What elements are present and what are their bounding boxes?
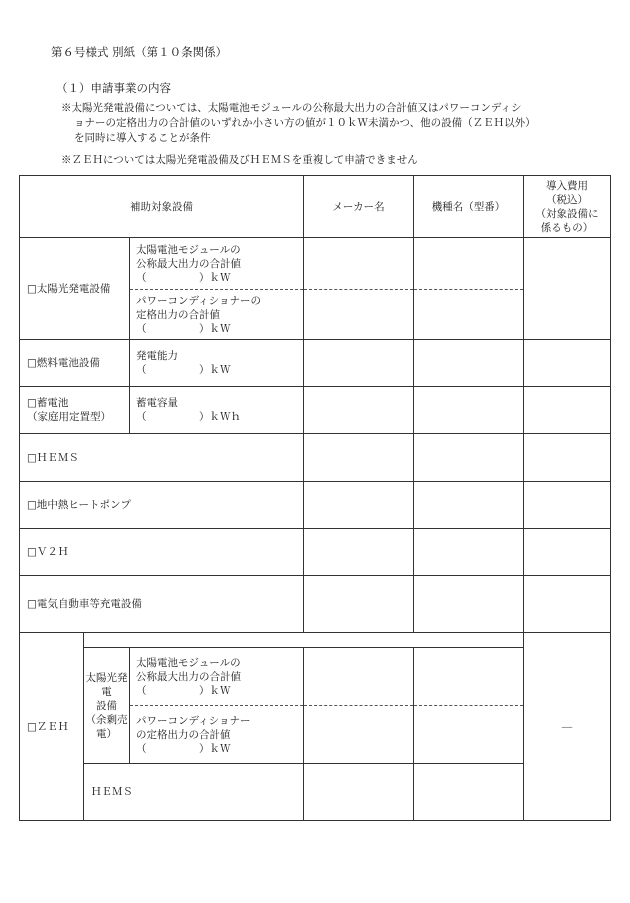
geothermal-label: □地中熱ヒートポンプ bbox=[20, 482, 304, 529]
solar-pcs-l2: 定格出力の合計値 bbox=[136, 308, 220, 321]
solar-pcs-output-cell bbox=[130, 290, 304, 340]
table-row-zeh-solar-module bbox=[20, 648, 611, 706]
battery-kwh-field[interactable]: （ ）ｋＷｈ bbox=[136, 411, 241, 423]
hems-model-input[interactable] bbox=[414, 434, 524, 482]
zeh-solar-l2: 設備 bbox=[96, 699, 117, 712]
table-row-ev-charger bbox=[20, 576, 611, 633]
zeh-pcs-l2: の定格出力の合計値 bbox=[136, 728, 231, 741]
zeh-pcs-kw-field[interactable]: （ ）ｋＷ bbox=[136, 742, 231, 755]
zeh-pcs-model-input[interactable] bbox=[414, 706, 524, 764]
ev-charger-cost-input[interactable] bbox=[524, 576, 611, 633]
zeh-pcs-l1: パワーコンディショナー bbox=[136, 714, 251, 727]
zeh-hems-label: ＨＥＭＳ bbox=[84, 764, 304, 821]
zeh-cost-cell bbox=[524, 633, 611, 821]
form-title: 第６号様式 別紙（第１０条関係） bbox=[51, 45, 228, 59]
table-row-geothermal bbox=[20, 482, 611, 529]
table-row-fuel-cell bbox=[20, 340, 611, 387]
zeh-solar-l3: （余剰売電） bbox=[85, 713, 128, 740]
battery-model-input[interactable] bbox=[414, 387, 524, 434]
ev-charger-label: □電気自動車等充電設備 bbox=[20, 576, 304, 633]
zeh-top-spacer bbox=[84, 633, 524, 648]
zeh-label: □ＺＥＨ bbox=[20, 633, 84, 821]
ev-charger-model-input[interactable] bbox=[414, 576, 524, 633]
ev-charger-maker-input[interactable] bbox=[304, 576, 414, 633]
battery-label bbox=[20, 387, 130, 434]
table-row-battery bbox=[20, 387, 611, 434]
table-row-hems bbox=[20, 434, 611, 482]
solar-condition-note bbox=[61, 101, 601, 146]
zeh-module-maker-input[interactable] bbox=[304, 648, 414, 706]
zeh-solar-label bbox=[84, 648, 130, 764]
geothermal-cost-input[interactable] bbox=[524, 482, 611, 529]
battery-label-l2: （家庭用定置型） bbox=[27, 411, 111, 423]
zeh-module-output-cell bbox=[130, 648, 304, 706]
header-maker: メーカー名 bbox=[304, 176, 414, 238]
zeh-module-model-input[interactable] bbox=[414, 648, 524, 706]
zeh-cost-dash: ― bbox=[561, 720, 573, 733]
header-cost-l2: （税込） bbox=[546, 193, 589, 206]
battery-maker-input[interactable] bbox=[304, 387, 414, 434]
header-model: 機種名（型番） bbox=[414, 176, 524, 238]
v2h-label: □Ｖ２Ｈ bbox=[20, 529, 304, 576]
v2h-maker-input[interactable] bbox=[304, 529, 414, 576]
solar-cost-input[interactable] bbox=[524, 238, 611, 340]
solar-pcs-kw-field[interactable]: （ ）ｋＷ bbox=[136, 322, 231, 335]
zeh-module-kw-field[interactable]: （ ）ｋＷ bbox=[136, 684, 231, 697]
zeh-note: ※ＺＥＨについては太陽光発電設備及びＨＥＭＳを重複して申請できません bbox=[61, 154, 418, 166]
hems-maker-input[interactable] bbox=[304, 434, 414, 482]
hems-label: □ＨＥＭＳ bbox=[20, 434, 304, 482]
hems-cost-input[interactable] bbox=[524, 434, 611, 482]
fuel-cell-cost-input[interactable] bbox=[524, 340, 611, 387]
table-row-zeh-hems bbox=[20, 764, 611, 821]
table-header-row bbox=[20, 176, 611, 238]
header-cost-l3: （対象設備に bbox=[535, 207, 599, 220]
fuel-cell-maker-input[interactable] bbox=[304, 340, 414, 387]
v2h-cost-input[interactable] bbox=[524, 529, 611, 576]
table-row-zeh-top bbox=[20, 633, 611, 648]
battery-label-l1: □蓄電池 bbox=[27, 397, 69, 409]
note-line-1: ※太陽光発電設備については、太陽電池モジュールの公称最大出力の合計値又はパワーコンディシ bbox=[61, 102, 522, 114]
header-cost bbox=[524, 176, 611, 238]
header-equipment: 補助対象設備 bbox=[20, 176, 304, 238]
fuel-cell-kw-field[interactable]: （ ）ｋＷ bbox=[136, 364, 231, 376]
zeh-pcs-output-cell bbox=[130, 706, 304, 764]
fuel-cell-sub-l1: 発電能力 bbox=[136, 350, 178, 362]
header-cost-l4: 係るもの） bbox=[540, 221, 594, 234]
note-line-3: を同時に導入することが条件 bbox=[74, 132, 211, 144]
geothermal-maker-input[interactable] bbox=[304, 482, 414, 529]
v2h-model-input[interactable] bbox=[414, 529, 524, 576]
solar-pcs-l1: パワーコンディショナーの bbox=[136, 294, 261, 307]
fuel-cell-capacity-cell bbox=[130, 340, 304, 387]
fuel-cell-model-input[interactable] bbox=[414, 340, 524, 387]
solar-module-kw-field[interactable]: （ ）ｋＷ bbox=[136, 271, 231, 284]
zeh-solar-l1: 太陽光発電 bbox=[85, 671, 128, 698]
zeh-module-l2: 公称最大出力の合計値 bbox=[136, 670, 241, 683]
solar-label: □太陽光発電設備 bbox=[20, 238, 130, 340]
zeh-pcs-maker-input[interactable] bbox=[304, 706, 414, 764]
battery-cost-input[interactable] bbox=[524, 387, 611, 434]
table-row-v2h bbox=[20, 529, 611, 576]
solar-module-maker-input[interactable] bbox=[304, 238, 414, 290]
solar-module-model-input[interactable] bbox=[414, 238, 524, 290]
solar-pcs-maker-input[interactable] bbox=[304, 290, 414, 340]
solar-module-l1: 太陽電池モジュールの bbox=[136, 243, 241, 256]
zeh-hems-maker-input[interactable] bbox=[304, 764, 414, 821]
note-line-2: ョナーの定格出力の合計値のいずれか小さい方の値が１０ｋＷ未満かつ、他の設備（ＺＥＨ以外） bbox=[74, 117, 536, 129]
solar-module-l2: 公称最大出力の合計値 bbox=[136, 257, 241, 270]
geothermal-model-input[interactable] bbox=[414, 482, 524, 529]
equipment-table bbox=[19, 175, 611, 821]
solar-pcs-model-input[interactable] bbox=[414, 290, 524, 340]
fuel-cell-label: □燃料電池設備 bbox=[20, 340, 130, 387]
section-title: （１）申請事業の内容 bbox=[56, 81, 171, 95]
header-cost-l1: 導入費用 bbox=[546, 179, 589, 192]
zeh-module-l1: 太陽電池モジュールの bbox=[136, 656, 241, 669]
zeh-hems-model-input[interactable] bbox=[414, 764, 524, 821]
battery-capacity-cell bbox=[130, 387, 304, 434]
battery-sub-l1: 蓄電容量 bbox=[136, 397, 178, 409]
table-row-solar-module bbox=[20, 238, 611, 290]
solar-module-output-cell bbox=[130, 238, 304, 290]
